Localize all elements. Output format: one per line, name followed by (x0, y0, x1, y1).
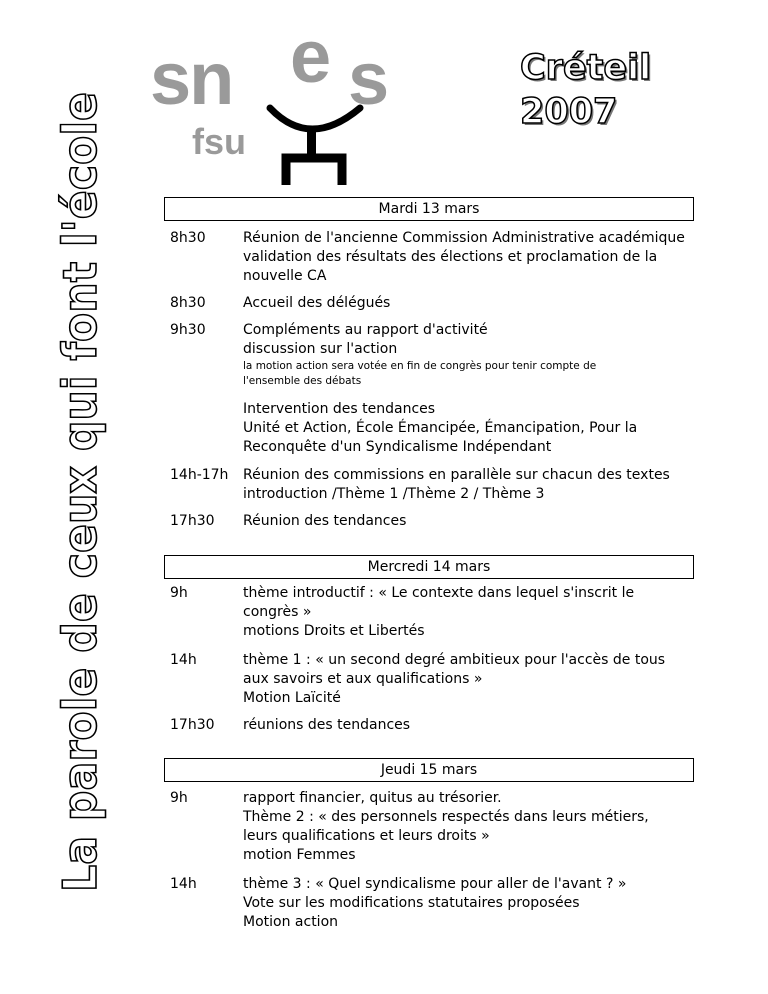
row-time: 17h30 (170, 717, 215, 733)
row-line: discussion sur l'action (243, 341, 398, 357)
row-line: introduction /Thème 1 /Thème 2 / Thème 3 (243, 486, 545, 502)
row-line: leurs qualifications et leurs droits » (243, 828, 490, 844)
row-description (243, 229, 693, 286)
row-line: motions Droits et Libertés (243, 623, 425, 639)
side-title-text: La parole de ceux qui font l'école (53, 92, 107, 892)
logo-sn: sn (150, 37, 233, 120)
row-description (243, 321, 693, 389)
row-time: 17h30 (170, 513, 215, 529)
row-time: 14h-17h (170, 467, 229, 483)
row-line: Motion action (243, 914, 339, 930)
row-description (243, 875, 693, 932)
row-line: rapport financier, quitus au trésorier. (243, 790, 502, 806)
logo-figure-icon (250, 90, 390, 185)
side-title (52, 92, 112, 892)
row-line: Réunion des commissions en parallèle sur chacun des textes (243, 467, 670, 483)
logo-e: e (290, 15, 332, 98)
logo-s: s (348, 37, 390, 120)
row-line: Réunion des tendances (243, 513, 407, 529)
row-line: Compléments au rapport d'activité (243, 322, 488, 338)
row-line: Réunion de l'ancienne Commission Administrative académique (243, 230, 685, 246)
row-time: 14h (170, 652, 197, 668)
row-time: 14h (170, 876, 197, 892)
row-line: Motion Laïcité (243, 690, 341, 706)
row-description (243, 294, 693, 313)
row-description (243, 716, 693, 735)
row-time: 8h30 (170, 230, 206, 246)
logo-fsu: fsu (192, 121, 246, 162)
row-description (243, 512, 693, 531)
congress-title (520, 46, 651, 134)
row-line: thème introductif : « Le contexte dans lequel s'inscrit le (243, 585, 635, 601)
row-line: thème 1 : « un second degré ambitieux pour l'accès de tous (243, 652, 666, 668)
row-line: nouvelle CA (243, 268, 327, 284)
row-description (243, 651, 693, 708)
snes-fsu-logo (150, 15, 420, 180)
row-line: Unité et Action, École Émancipée, Émancipation, Pour la (243, 420, 638, 436)
row-line: Intervention des tendances (243, 401, 436, 417)
row-line: Thème 2 : « des personnels respectés dans leurs métiers, (243, 809, 649, 825)
row-description (243, 789, 693, 865)
row-note: la motion action sera votée en fin de congrès pour tenir compte de (243, 360, 597, 372)
row-line: validation des résultats des élections et proclamation de la (243, 249, 658, 265)
row-line: Vote sur les modifications statutaires proposées (243, 895, 580, 911)
row-line: réunions des tendances (243, 717, 411, 733)
row-line: Reconquête d'un Syndicalisme Indépendant (243, 439, 552, 455)
row-line: aux savoirs et aux qualifications » (243, 671, 483, 687)
day-header: Jeudi 15 mars (164, 758, 694, 782)
row-description (243, 466, 693, 504)
row-time: 9h30 (170, 322, 206, 338)
row-description (243, 584, 693, 641)
row-time: 8h30 (170, 295, 206, 311)
day-header: Mercredi 14 mars (164, 555, 694, 579)
row-note: l'ensemble des débats (243, 375, 362, 387)
congress-city: Créteil (520, 48, 652, 88)
row-time: 9h (170, 585, 188, 601)
row-line: Accueil des délégués (243, 295, 391, 311)
day-header: Mardi 13 mars (164, 197, 694, 221)
row-line: thème 3 : « Quel syndicalisme pour aller de l'avant ? » (243, 876, 627, 892)
row-time: 9h (170, 790, 188, 806)
congress-year: 2007 (520, 92, 618, 132)
row-description (243, 400, 693, 457)
row-line: motion Femmes (243, 847, 356, 863)
row-line: congrès » (243, 604, 312, 620)
